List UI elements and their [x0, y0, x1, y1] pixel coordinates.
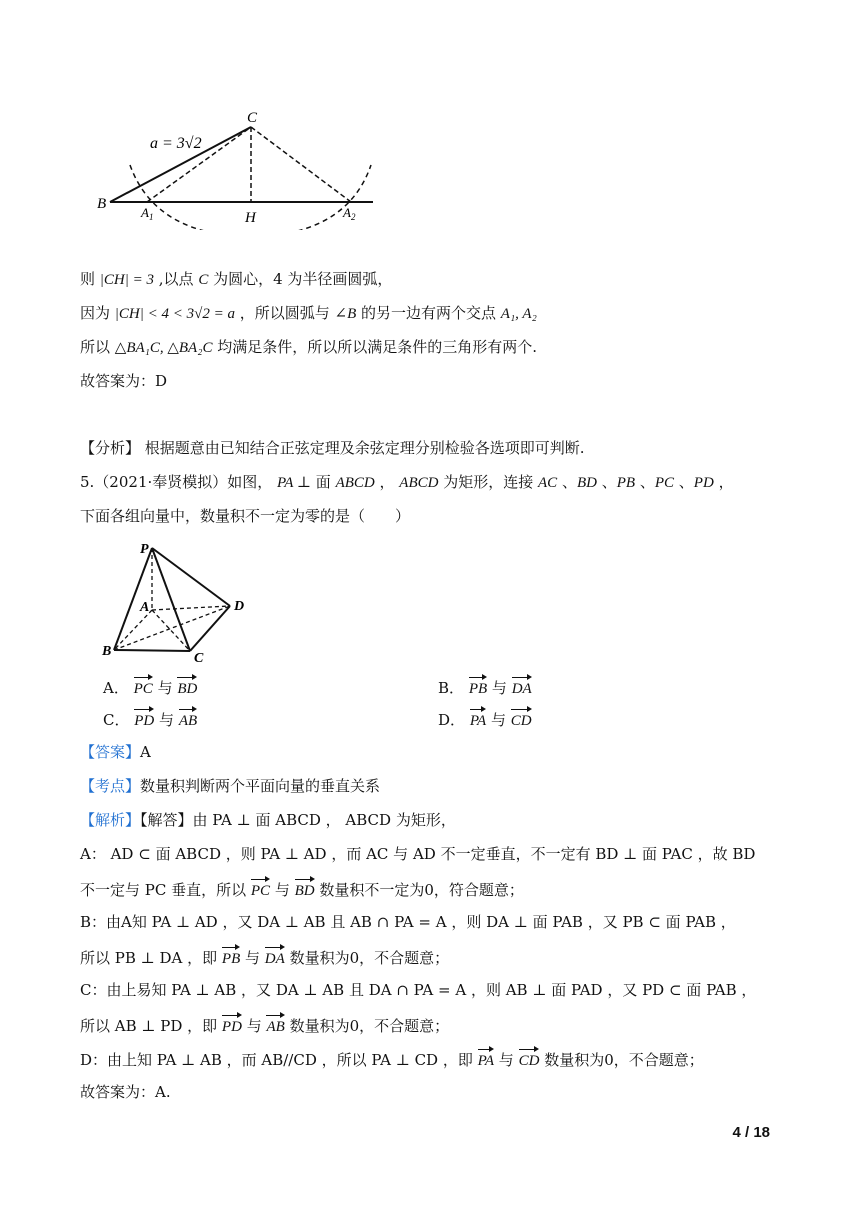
text-line-1: 则 |CH| = 3 ,以点 C 为圆心，4 为半径画圆弧，: [80, 270, 393, 288]
vertex-B-label: B: [102, 644, 112, 659]
solution-line-4: 所以 PB ⊥ DA ，即 PB 与 DA 数量积为0，不合题意；: [80, 945, 449, 970]
solution-line-8: 故答案为：A.: [80, 1083, 171, 1101]
solution-tag: 【解析】: [80, 811, 141, 829]
question-5-line-2: 下面各组向量中，数量积不一定为零的是（ ）: [80, 507, 411, 525]
vertex-A-label: A: [140, 600, 150, 615]
triangle-arc-figure: [95, 105, 385, 230]
point-A1-label: $A_1$: [141, 205, 154, 222]
point-A2-label: $A_2$: [343, 205, 356, 222]
topic-tag: 【考点】: [80, 777, 141, 795]
solution-line-0: 【解析】【解答】由 PA ⊥ 面 ABCD ， ABCD 为矩形，: [80, 811, 456, 829]
solution-line-2: 不一定与 PC 垂直，所以 PC 与 BD 数量积不一定为0，符合题意；: [80, 877, 524, 902]
solution-line-1: A： AD ⊂ 面 ABCD ，则 PA ⊥ AD ，而 AC 与 AD 不一定垂直，不一定有 BD ⊥ 面 PAC ，故 BD: [80, 845, 756, 863]
vertex-C-label: C: [194, 651, 204, 663]
option-B[interactable]: B． PB 与 DA: [438, 675, 532, 700]
vertex-B-label: B: [97, 196, 107, 212]
solution-line-7: D：由上知 PA ⊥ AB ，而 AB//CD ，所以 PA ⊥ CD ，即 PA 与 CD 数量积为0，不合题意；: [80, 1047, 704, 1072]
text-line-4: 故答案为：D: [80, 372, 168, 390]
vertex-C-label: C: [247, 110, 258, 126]
solution-line-6: 所以 AB ⊥ PD ，即 PD 与 AB 数量积为0，不合题意；: [80, 1013, 449, 1038]
solution-line-3: B：由A知 PA ⊥ AD ，又 DA ⊥ AB 且 AB ∩ PA = A ，则 DA ⊥ 面 PAB ，又 PB ⊂ 面 PAB ，: [80, 913, 736, 931]
foot-H-label: H: [245, 210, 256, 226]
answer-line: 【答案】A: [80, 743, 151, 761]
topic-line: 【考点】数量积判断两个平面向量的垂直关系: [80, 777, 381, 795]
option-A[interactable]: A． PC 与 BD: [103, 675, 197, 700]
vertex-D-label: D: [234, 599, 245, 614]
text-line-2: 因为 |CH| < 4 < 3√2 = a ，所以圆弧与 ∠B 的另一边有两个交点 A₁, A₂: [80, 304, 537, 322]
page-number: 4 / 18: [732, 1124, 770, 1141]
answer-tag: 【答案】: [80, 743, 141, 761]
text-line-3: 所以 △BA₁C, △BA₂C 均满足条件，所以所以满足条件的三角形有两个.: [80, 338, 537, 356]
solution-line-5: C：由上易知 PA ⊥ AB ，又 DA ⊥ AB 且 DA ∩ PA = A ，则 AB ⊥ 面 PAD ，又 PD ⊂ 面 PAB ，: [80, 981, 757, 999]
analysis-tag: 【分析】: [80, 439, 141, 457]
analysis-line: 【分析】 根据题意由已知结合正弦定理及余弦定理分别检验各选项即可判断.: [80, 439, 585, 457]
option-D[interactable]: D． PA 与 CD: [438, 707, 532, 732]
option-C[interactable]: C． PD 与 AB: [103, 707, 197, 732]
side-a-label: a = 3√2: [150, 135, 202, 152]
vertex-P-label: P: [140, 542, 149, 557]
question-5-line-1: 5.（2021·奉贤模拟）如图， PA ⊥ 面 ABCD ， ABCD 为矩形，连接 AC 、BD 、PB 、PC 、PD ，: [80, 473, 734, 491]
pyramid-figure: [100, 538, 260, 663]
